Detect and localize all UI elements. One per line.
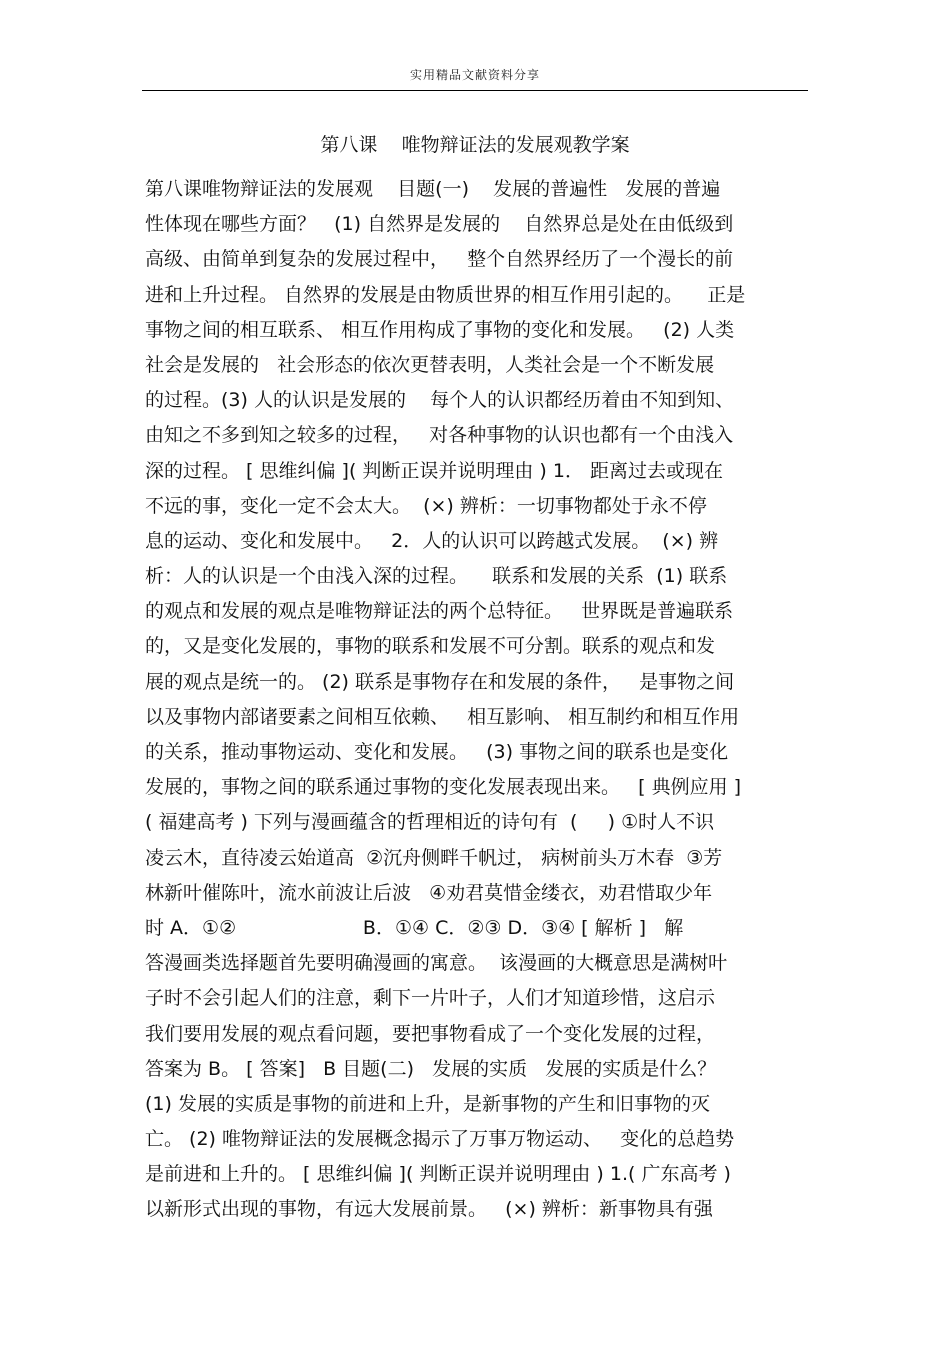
body-line: 的，又是变化发展的，事物的联系和发展不可分割。联系的观点和发 bbox=[145, 635, 716, 658]
body-line: 是前进和上升的。 [ 思维纠偏 ]( 判断正误并说明理由 ) 1.( 广东高考 ) bbox=[145, 1163, 731, 1186]
body-line: (1) 发展的实质是事物的前进和上升，是新事物的产生和旧事物的灭 bbox=[145, 1092, 710, 1115]
body-line: 答案为 B。 [ 答案] B 目题(二) 发展的实质 发展的实质是什么？ bbox=[145, 1057, 717, 1080]
body-line: 以及事物内部诸要素之间相互依赖、 相互影响、 相互制约和相互作用 bbox=[145, 705, 740, 728]
body-line: 高级、由简单到复杂的发展过程中， 整个自然界经历了一个漫长的前 bbox=[145, 248, 734, 271]
body-line: 展的观点是统一的。 (2) 联系是事物存在和发展的条件， 是事物之间 bbox=[145, 670, 735, 693]
body-line: 以新形式出现的事物，有远大发展前景。 (×) 辨析：新事物具有强 bbox=[145, 1198, 713, 1221]
body-line: 第八课唯物辩证法的发展观 目题(一) 发展的普遍性 发展的普遍 bbox=[145, 178, 721, 200]
body-line: 由知之不多到知之较多的过程， 对各种事物的认识也都有一个由浅入 bbox=[145, 424, 734, 447]
body-line: 的观点和发展的观点是唯物辩证法的两个总特征。 世界既是普遍联系 bbox=[145, 600, 734, 623]
body-line: 发展的，事物之间的联系通过事物的变化发展表现出来。 [ 典例应用 ] bbox=[145, 776, 742, 799]
document-title: 第八课 唯物辩证法的发展观教学案 bbox=[320, 134, 630, 156]
body-line: ( 福建高考 ) 下列与漫画蕴含的哲理相近的诗句有 ( ) ①时人不识 bbox=[145, 811, 715, 834]
header-divider bbox=[142, 90, 808, 91]
body-line: 性体现在哪些方面？ (1) 自然界是发展的 自然界总是处在由低级到 bbox=[145, 213, 734, 236]
body-line: 的关系，推动事物运动、变化和发展。 (3) 事物之间的联系也是变化 bbox=[145, 741, 729, 763]
body-line: 子时不会引起人们的注意，剩下一片叶子，人们才知道珍惜，这启示 bbox=[145, 987, 716, 1010]
body-line: 深的过程。 [ 思维纠偏 ]( 判断正误并说明理由 ) 1． 距离过去或现在 bbox=[145, 459, 724, 482]
body-line: 息的运动、变化和发展中。 2．人的认识可以跨越式发展。 (×) 辨 bbox=[145, 529, 719, 552]
body-line: 社会是发展的 社会形态的依次更替表明，人类社会是一个不断发展 bbox=[145, 353, 715, 376]
body-line: 析：人的认识是一个由浅入深的过程。 联系和发展的关系 (1) 联系 bbox=[145, 565, 728, 588]
body-line: 答漫画类选择题首先要明确漫画的寓意。 该漫画的大概意思是满树叶 bbox=[145, 952, 728, 975]
body-line: 事物之间的相互联系、 相互作用构成了事物的变化和发展。 (2) 人类 bbox=[145, 318, 735, 341]
document-body bbox=[145, 172, 815, 1228]
body-line: 我们要用发展的观点看问题，要把事物看成了一个变化发展的过程， bbox=[145, 1022, 716, 1045]
body-line: 亡。 (2) 唯物辩证法的发展概念揭示了万事万物运动、 变化的总趋势 bbox=[145, 1128, 735, 1151]
body-line: 的过程。(3) 人的认识是发展的 每个人的认识都经历着由不知到知、 bbox=[145, 389, 735, 412]
body-line: 不远的事，变化一定不会太大。 (×) 辨析：一切事物都处于永不停 bbox=[145, 494, 707, 517]
body-line: 进和上升过程。 自然界的发展是由物质世界的相互作用引起的。 正是 bbox=[145, 283, 746, 306]
body-line: 林新叶催陈叶，流水前波让后波 ④劝君莫惜金缕衣，劝君惜取少年 bbox=[145, 881, 713, 904]
body-line: 凌云木，直待凌云始道高 ②沉舟侧畔千帆过， 病树前头万木春 ③芳 bbox=[145, 846, 723, 869]
page-header: 实用精品文献资料分享 bbox=[409, 68, 540, 82]
body-line: 时 A．①② B．①④ C．②③ D．③④ [ 解析 ] 解 bbox=[145, 916, 684, 939]
